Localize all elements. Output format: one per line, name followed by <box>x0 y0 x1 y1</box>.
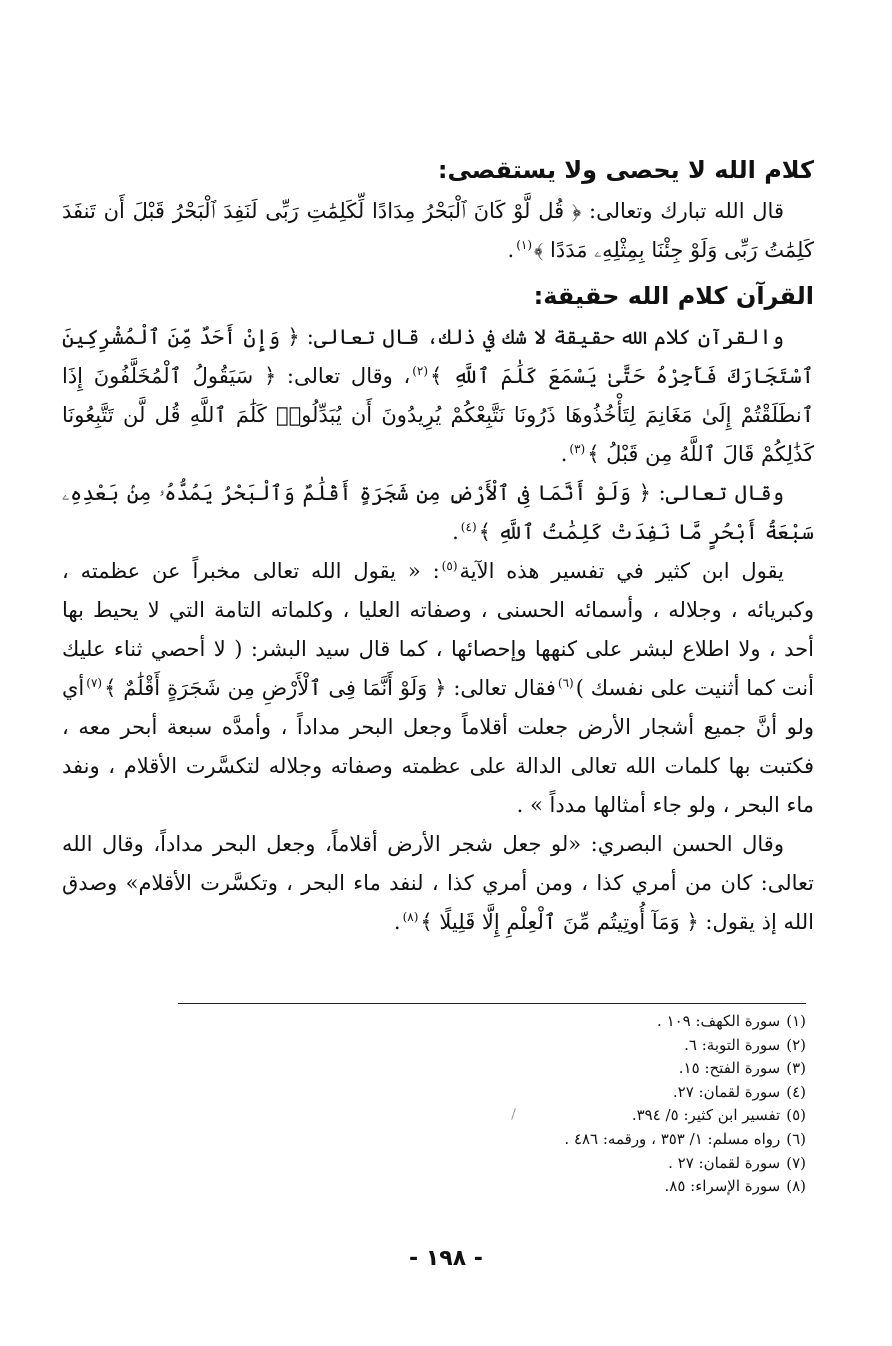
footnote-ref: (٧) <box>86 676 103 690</box>
footnote-text: تفسير ابن كثير: ٥/ ٣٩٤. <box>631 1106 781 1125</box>
footnote <box>206 1128 806 1152</box>
paragraph-tail: . <box>560 442 568 466</box>
footnote-number: (٦) <box>786 1129 806 1148</box>
paragraph-text: وقال تعالى: ﴿ وَلَوْ أَنَّمَا فِى ٱلْأَرْضِ مِن شَجَرَةٍ أَقْلَٰمٌ وَٱلْبَحْرُ يَمُدُّهُۥ مِنۢ بَعْدِهِۦ سَبْعَةُ أَبْحُرٍ مَّا نَفِدَتْ كَلِمَٰتُ ٱللَّهِ ﴾ <box>62 481 814 544</box>
footnote-number: (٨) <box>786 1177 806 1196</box>
footnote <box>206 1081 806 1105</box>
main-text <box>62 148 814 942</box>
footnote-ref: (١) <box>516 238 533 252</box>
footnote-number: (٣) <box>786 1059 806 1078</box>
footnote <box>206 1175 806 1199</box>
paragraph-tail: أي ولو أنَّ جميع أشجار الأرض جعلت أقلاماً وجعل البحر مداداً ، وأمدَّه سبعة أبحر معه ، فكتبت بها كلمات الله تعالى الدالة على عظمته وصفاته وجلاله لتكسَّرت الأقلام ، ونفد ماء البحر ، ولو جاء أمثالها مدداً » . <box>62 676 814 817</box>
footnote <box>206 1034 806 1058</box>
footnote-number: (٥) <box>786 1106 806 1125</box>
footnote-ref: (٢) <box>412 364 429 378</box>
paragraph-tail: : « يقول الله تعالى مخبراً عن عظمته ، وكبريائه ، وجلاله ، وأسمائه الحسنى ، وصفاته العليا ، وكلماته التامة التي لا يحيط بها أحد ، ولا اطلاع لبشر على كنهها وإحصائها ، كما قال سيد البشر: ( لا أحصي ثناء عليك أنت كما أثنيت على نفسك ) <box>62 559 814 700</box>
footnote-text: سورة التوبة: ٦. <box>684 1035 781 1054</box>
footnote-number: (١) <box>786 1012 806 1030</box>
footnote <box>206 1057 806 1081</box>
page-number: - ١٩٨ - <box>409 1246 483 1271</box>
footnote-ref: (٥) <box>441 559 458 573</box>
paragraph-text: يقول ابن كثير في تفسير هذه الآية <box>459 559 784 583</box>
footnote-ref: (٤) <box>460 520 477 534</box>
footnote-text: سورة لقمان: ٢٧. <box>672 1082 781 1101</box>
section-heading: القرآن كلام الله حقيقة: <box>533 282 814 310</box>
paragraph <box>62 552 814 825</box>
paragraph <box>62 474 814 552</box>
paragraph-tail: فقال تعالى: ﴿ وَلَوْ أَنَّمَا فِى ٱلْأَرْضِ مِن شَجَرَةٍ أَقْلَٰمٌ ﴾ <box>104 676 556 700</box>
paragraph-tail: . <box>452 520 459 544</box>
paragraph-text: والقرآن كلام الله حقيقة لا شك في ذلك، قال تعالى: ﴿ وَإِنْ أَحَدٌ مِّنَ ٱلْمُشْرِكِينَ ٱسْتَجَارَكَ فَأَجِرْهُ حَتَّىٰ يَسْمَعَ كَلَٰمَ ٱللَّهِ ﴾ <box>62 325 814 388</box>
footnote-text: سورة الفتح: ١٥. <box>678 1059 781 1078</box>
footnote-divider <box>178 1003 806 1004</box>
paragraph <box>62 318 814 474</box>
footnote-text: رواه مسلم: ١/ ٣٥٣ ، ورقمه: ٤٨٦ . <box>564 1129 781 1148</box>
section-heading: كلام الله لا يحصى ولا يستقصى: <box>437 156 814 184</box>
footnote <box>206 1104 806 1128</box>
footnote <box>206 1152 806 1176</box>
paragraph-tail: . <box>393 910 401 934</box>
footnote <box>206 1010 806 1034</box>
paragraph-tail: . <box>507 238 515 262</box>
footnote-number: (٤) <box>786 1082 806 1101</box>
footnote-ref: (٨) <box>402 910 419 924</box>
footnote-ref: (٣) <box>569 442 586 456</box>
footnote-text: سورة الكهف: ١٠٩ . <box>657 1012 781 1030</box>
footnote-text: سورة الإسراء: ٨٥. <box>664 1177 781 1196</box>
paragraph <box>62 825 814 942</box>
paragraph-text: وقال الحسن البصري: «لو جعل شجر الأرض أقلاماً، وجعل البحر مداداً، وقال الله تعالى: كان من أمري كذا ، ومن أمري كذا ، لنفد ماء البحر ، وتكسَّرت الأقلام» وصدق الله إذ يقول: ﴿ وَمَآ أُوتِيتُم مِّنَ ٱلْعِلْمِ إِلَّا قَلِيلًا ﴾ <box>62 832 814 934</box>
footnote-text: سورة لقمان: ٢٧ . <box>668 1153 781 1172</box>
paragraph-tail: ، وقال تعالى: ﴿ سَيَقُولُ ٱلْمُخَلَّفُونَ إِذَا ٱنطَلَقْتُمْ إِلَىٰ مَغَانِمَ لِتَأْخُذُوهَا ذَرُونَا نَتَّبِعْكُمْ يُرِيدُونَ أَن يُبَدِّلُوا۟ كَلَٰمَ ٱللَّهِ قُل لَّن تَتَّبِعُونَا كَذَٰلِكُمْ قَالَ ٱللَّهُ مِن قَبْلُ ﴾ <box>62 364 814 466</box>
paragraph <box>62 192 814 270</box>
footnotes <box>206 1010 806 1199</box>
paragraph-text: قال الله تبارك وتعالى: ﴿ قُل لَّوْ كَانَ ٱلْبَحْرُ مِدَادًا لِّكَلِمَٰتِ رَبِّى لَنَفِدَ ٱلْبَحْرُ قَبْلَ أَن تَنفَدَ كَلِمَٰتُ رَبِّى وَلَوْ جِئْنَا بِمِثْلِهِۦ مَدَدًا ﴾ <box>62 199 814 262</box>
footnote-number: (٢) <box>786 1035 806 1054</box>
footnote-number: (٧) <box>786 1153 806 1172</box>
footnote-ref: (٦) <box>557 676 574 690</box>
